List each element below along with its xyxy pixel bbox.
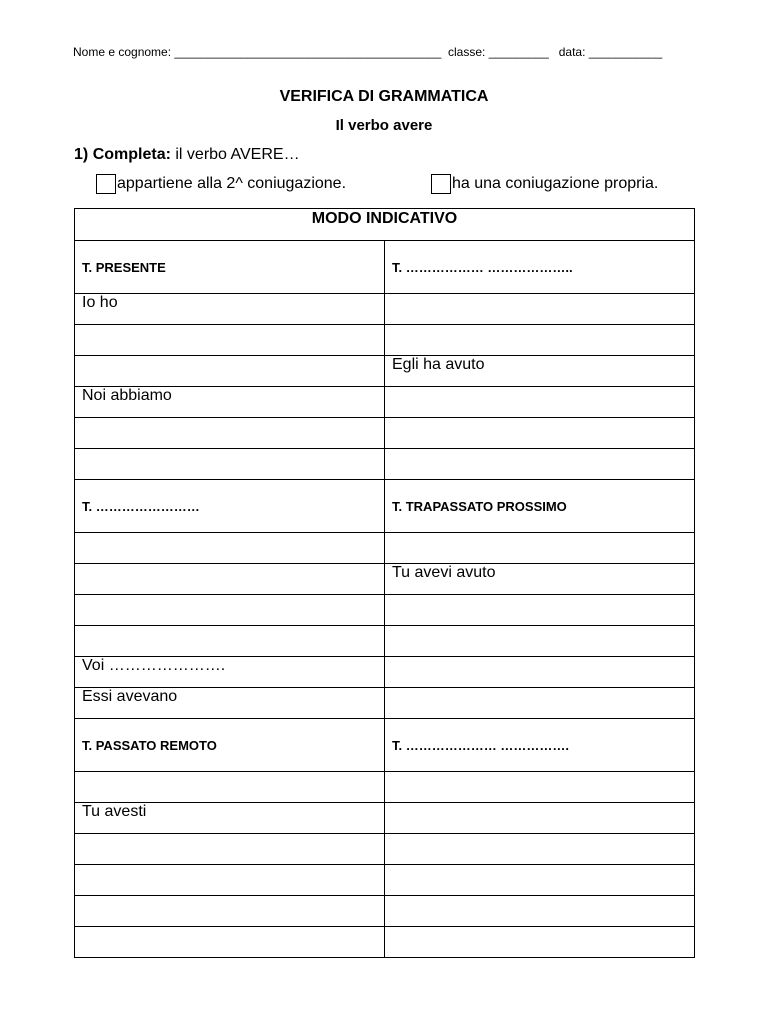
exercise-prompt: [74, 146, 300, 164]
option-1-checkbox[interactable]: [96, 174, 116, 194]
table-row: [75, 927, 695, 958]
table-heading-row: [75, 209, 695, 241]
table-row: [75, 803, 695, 834]
answer-cell-right[interactable]: [385, 294, 695, 325]
answer-cell-right[interactable]: Egli ha avuto: [385, 356, 695, 387]
table-row: [75, 657, 695, 688]
table-row: [75, 772, 695, 803]
answer-cell-left[interactable]: Voi ………………….: [75, 657, 385, 688]
tense-label-right: T. ………………… …………….: [385, 719, 695, 772]
table-row: [75, 564, 695, 595]
exercise-label: Completa:: [92, 146, 171, 163]
tense-label-left: T. PASSATO REMOTO: [75, 719, 385, 772]
answer-cell-right[interactable]: [385, 533, 695, 564]
answer-cell-right[interactable]: [385, 595, 695, 626]
answer-cell-right[interactable]: [385, 803, 695, 834]
page-subtitle: Il verbo avere: [335, 117, 433, 134]
answer-cell-left[interactable]: Tu avesti: [75, 803, 385, 834]
option-1[interactable]: [96, 174, 346, 194]
table-row: [75, 865, 695, 896]
tense-label-left: T. PRESENTE: [75, 241, 385, 294]
exercise-number: 1): [74, 146, 89, 163]
answer-cell-left[interactable]: [75, 927, 385, 958]
answer-cell-left[interactable]: Noi abbiamo: [75, 387, 385, 418]
answer-cell-left[interactable]: [75, 626, 385, 657]
page-title: VERIFICA DI GRAMMATICA: [279, 88, 489, 105]
answer-cell-right[interactable]: [385, 449, 695, 480]
answer-cell-right[interactable]: [385, 387, 695, 418]
answer-cell-left[interactable]: [75, 865, 385, 896]
option-1-label: appartiene alla 2^ coniugazione.: [117, 175, 347, 192]
answer-cell-left[interactable]: [75, 834, 385, 865]
table-row: [75, 688, 695, 719]
answer-cell-right[interactable]: [385, 325, 695, 356]
answer-cell-left[interactable]: [75, 533, 385, 564]
answer-cell-right[interactable]: [385, 865, 695, 896]
table-row: [75, 896, 695, 927]
student-info-line: Nome e cognome: ________________________________________ classe: _________ data: ___________: [73, 45, 663, 59]
table-row: [75, 356, 695, 387]
table-row: [75, 418, 695, 449]
table-row: [75, 834, 695, 865]
table-row: [75, 595, 695, 626]
answer-cell-right[interactable]: [385, 927, 695, 958]
answer-cell-left[interactable]: [75, 356, 385, 387]
option-2[interactable]: [431, 174, 658, 194]
table-row: [75, 533, 695, 564]
answer-cell-right[interactable]: Tu avevi avuto: [385, 564, 695, 595]
answer-cell-right[interactable]: [385, 688, 695, 719]
conjugation-table: [74, 208, 695, 958]
tense-label-right: T. ……………… ………………..: [385, 241, 695, 294]
answer-cell-left[interactable]: [75, 564, 385, 595]
exercise-text: il verbo AVERE…: [170, 146, 300, 163]
answer-cell-right[interactable]: [385, 772, 695, 803]
answer-cell-right[interactable]: [385, 896, 695, 927]
answer-cell-left[interactable]: [75, 325, 385, 356]
answer-cell-left[interactable]: Io ho: [75, 294, 385, 325]
answer-cell-left[interactable]: [75, 418, 385, 449]
table-row: [75, 626, 695, 657]
tense-label-left: T. ……………………: [75, 480, 385, 533]
table-row: [75, 449, 695, 480]
tense-label-right: T. TRAPASSATO PROSSIMO: [385, 480, 695, 533]
option-2-checkbox[interactable]: [431, 174, 451, 194]
tense-header-row: [75, 241, 695, 294]
table-row: [75, 325, 695, 356]
table-heading: MODO INDICATIVO: [75, 209, 695, 241]
answer-cell-left[interactable]: Essi avevano: [75, 688, 385, 719]
answer-cell-left[interactable]: [75, 896, 385, 927]
answer-cell-left[interactable]: [75, 595, 385, 626]
option-2-label: ha una coniugazione propria.: [452, 175, 659, 192]
tense-header-row: [75, 719, 695, 772]
answer-cell-left[interactable]: [75, 772, 385, 803]
table-row: [75, 387, 695, 418]
table-row: [75, 294, 695, 325]
tense-header-row: [75, 480, 695, 533]
answer-cell-right[interactable]: [385, 657, 695, 688]
answer-cell-right[interactable]: [385, 418, 695, 449]
answer-cell-right[interactable]: [385, 626, 695, 657]
answer-cell-right[interactable]: [385, 834, 695, 865]
answer-cell-left[interactable]: [75, 449, 385, 480]
